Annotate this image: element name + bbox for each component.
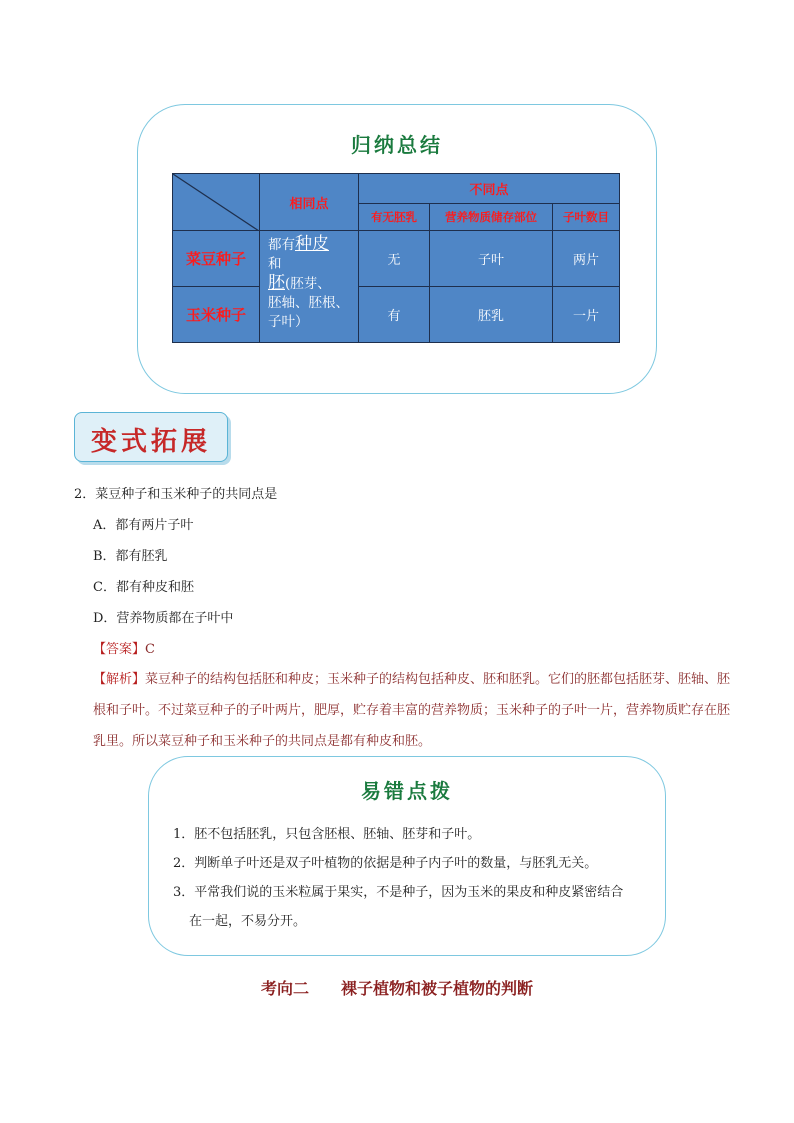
option-b: B．都有胚乳 — [93, 549, 168, 564]
summary-title: 归纳总结 — [351, 133, 443, 157]
tip-item: 2．判断单子叶还是双子叶植物的依据是种子内子叶的数量，与胚乳无关。 — [173, 856, 598, 871]
table-corner — [173, 174, 260, 231]
cell-endosperm: 有 — [359, 287, 430, 343]
question-stem: 2．菜豆种子和玉米种子的共同点是 — [74, 487, 278, 502]
cell-endosperm: 无 — [359, 231, 430, 287]
sub-header-cotyledons: 子叶数目 — [553, 204, 620, 231]
option-d: D．营养物质都在子叶中 — [93, 611, 234, 626]
embryo-word: 胚 — [268, 273, 285, 293]
option-a: A．都有两片子叶 — [93, 518, 194, 533]
cell-cotyledons: 两片 — [553, 231, 620, 287]
same-prefix: 都有 — [268, 237, 295, 253]
summary-box — [137, 104, 657, 394]
section-title: 考向二 裸子植物和被子植物的判断 — [260, 979, 533, 998]
answer-line — [93, 638, 155, 657]
row-name: 玉米种子 — [173, 287, 260, 343]
cell-storage: 子叶 — [430, 231, 553, 287]
option-c: C．都有种皮和胚 — [93, 580, 194, 595]
sub-header-endosperm: 有无胚乳 — [359, 204, 430, 231]
table-row — [173, 287, 620, 343]
cell-cotyledons: 一片 — [553, 287, 620, 343]
answer-label: 【答案】 — [93, 642, 146, 657]
sub-header-storage: 营养物质储存部位 — [430, 204, 553, 231]
tip-item: 3．平常我们说的玉米粒属于果实，不是种子，因为玉米的果皮和种皮紧密结合 — [173, 885, 624, 900]
same-cell — [260, 231, 359, 343]
diff-header: 不同点 — [359, 174, 620, 204]
seed-coat-word: 种皮 — [295, 234, 329, 254]
section-banner — [74, 412, 228, 462]
diagonal-line — [173, 174, 259, 231]
banner-text: 变式拓展 — [90, 427, 211, 457]
embryo-parts-3: 子叶） — [268, 314, 309, 330]
row-name: 菜豆种子 — [173, 231, 260, 287]
tip-item-continued: 在一起，不易分开。 — [189, 914, 307, 929]
same-header: 相同点 — [260, 174, 359, 231]
tips-title: 易错点拨 — [361, 779, 453, 803]
explanation-text: 菜豆种子的结构包括胚和种皮；玉米种子的结构包括种皮、胚和胚乳。它们的胚都包括胚芽、胚轴、胚根和子叶。不过菜豆种子的子叶两片，肥厚，贮存着丰富的营养物质；玉米种子的子叶一片，营养物质贮存在胚乳里。所以菜豆种子和玉米种子的共同点是都有种皮和胚。 — [93, 672, 731, 749]
explanation — [93, 664, 733, 757]
comparison-table — [172, 173, 620, 343]
tips-box — [148, 756, 666, 956]
explanation-label: 【解析】 — [93, 672, 146, 687]
embryo-parts-1: (胚芽、 — [285, 276, 331, 292]
tip-item: 1．胚不包括胚乳，只包含胚根、胚轴、胚芽和子叶。 — [173, 827, 481, 842]
same-and: 和 — [268, 256, 282, 272]
table-row — [173, 231, 620, 287]
answer-value: C — [145, 642, 155, 657]
embryo-parts-2: 胚轴、胚根、 — [268, 295, 349, 311]
cell-storage: 胚乳 — [430, 287, 553, 343]
